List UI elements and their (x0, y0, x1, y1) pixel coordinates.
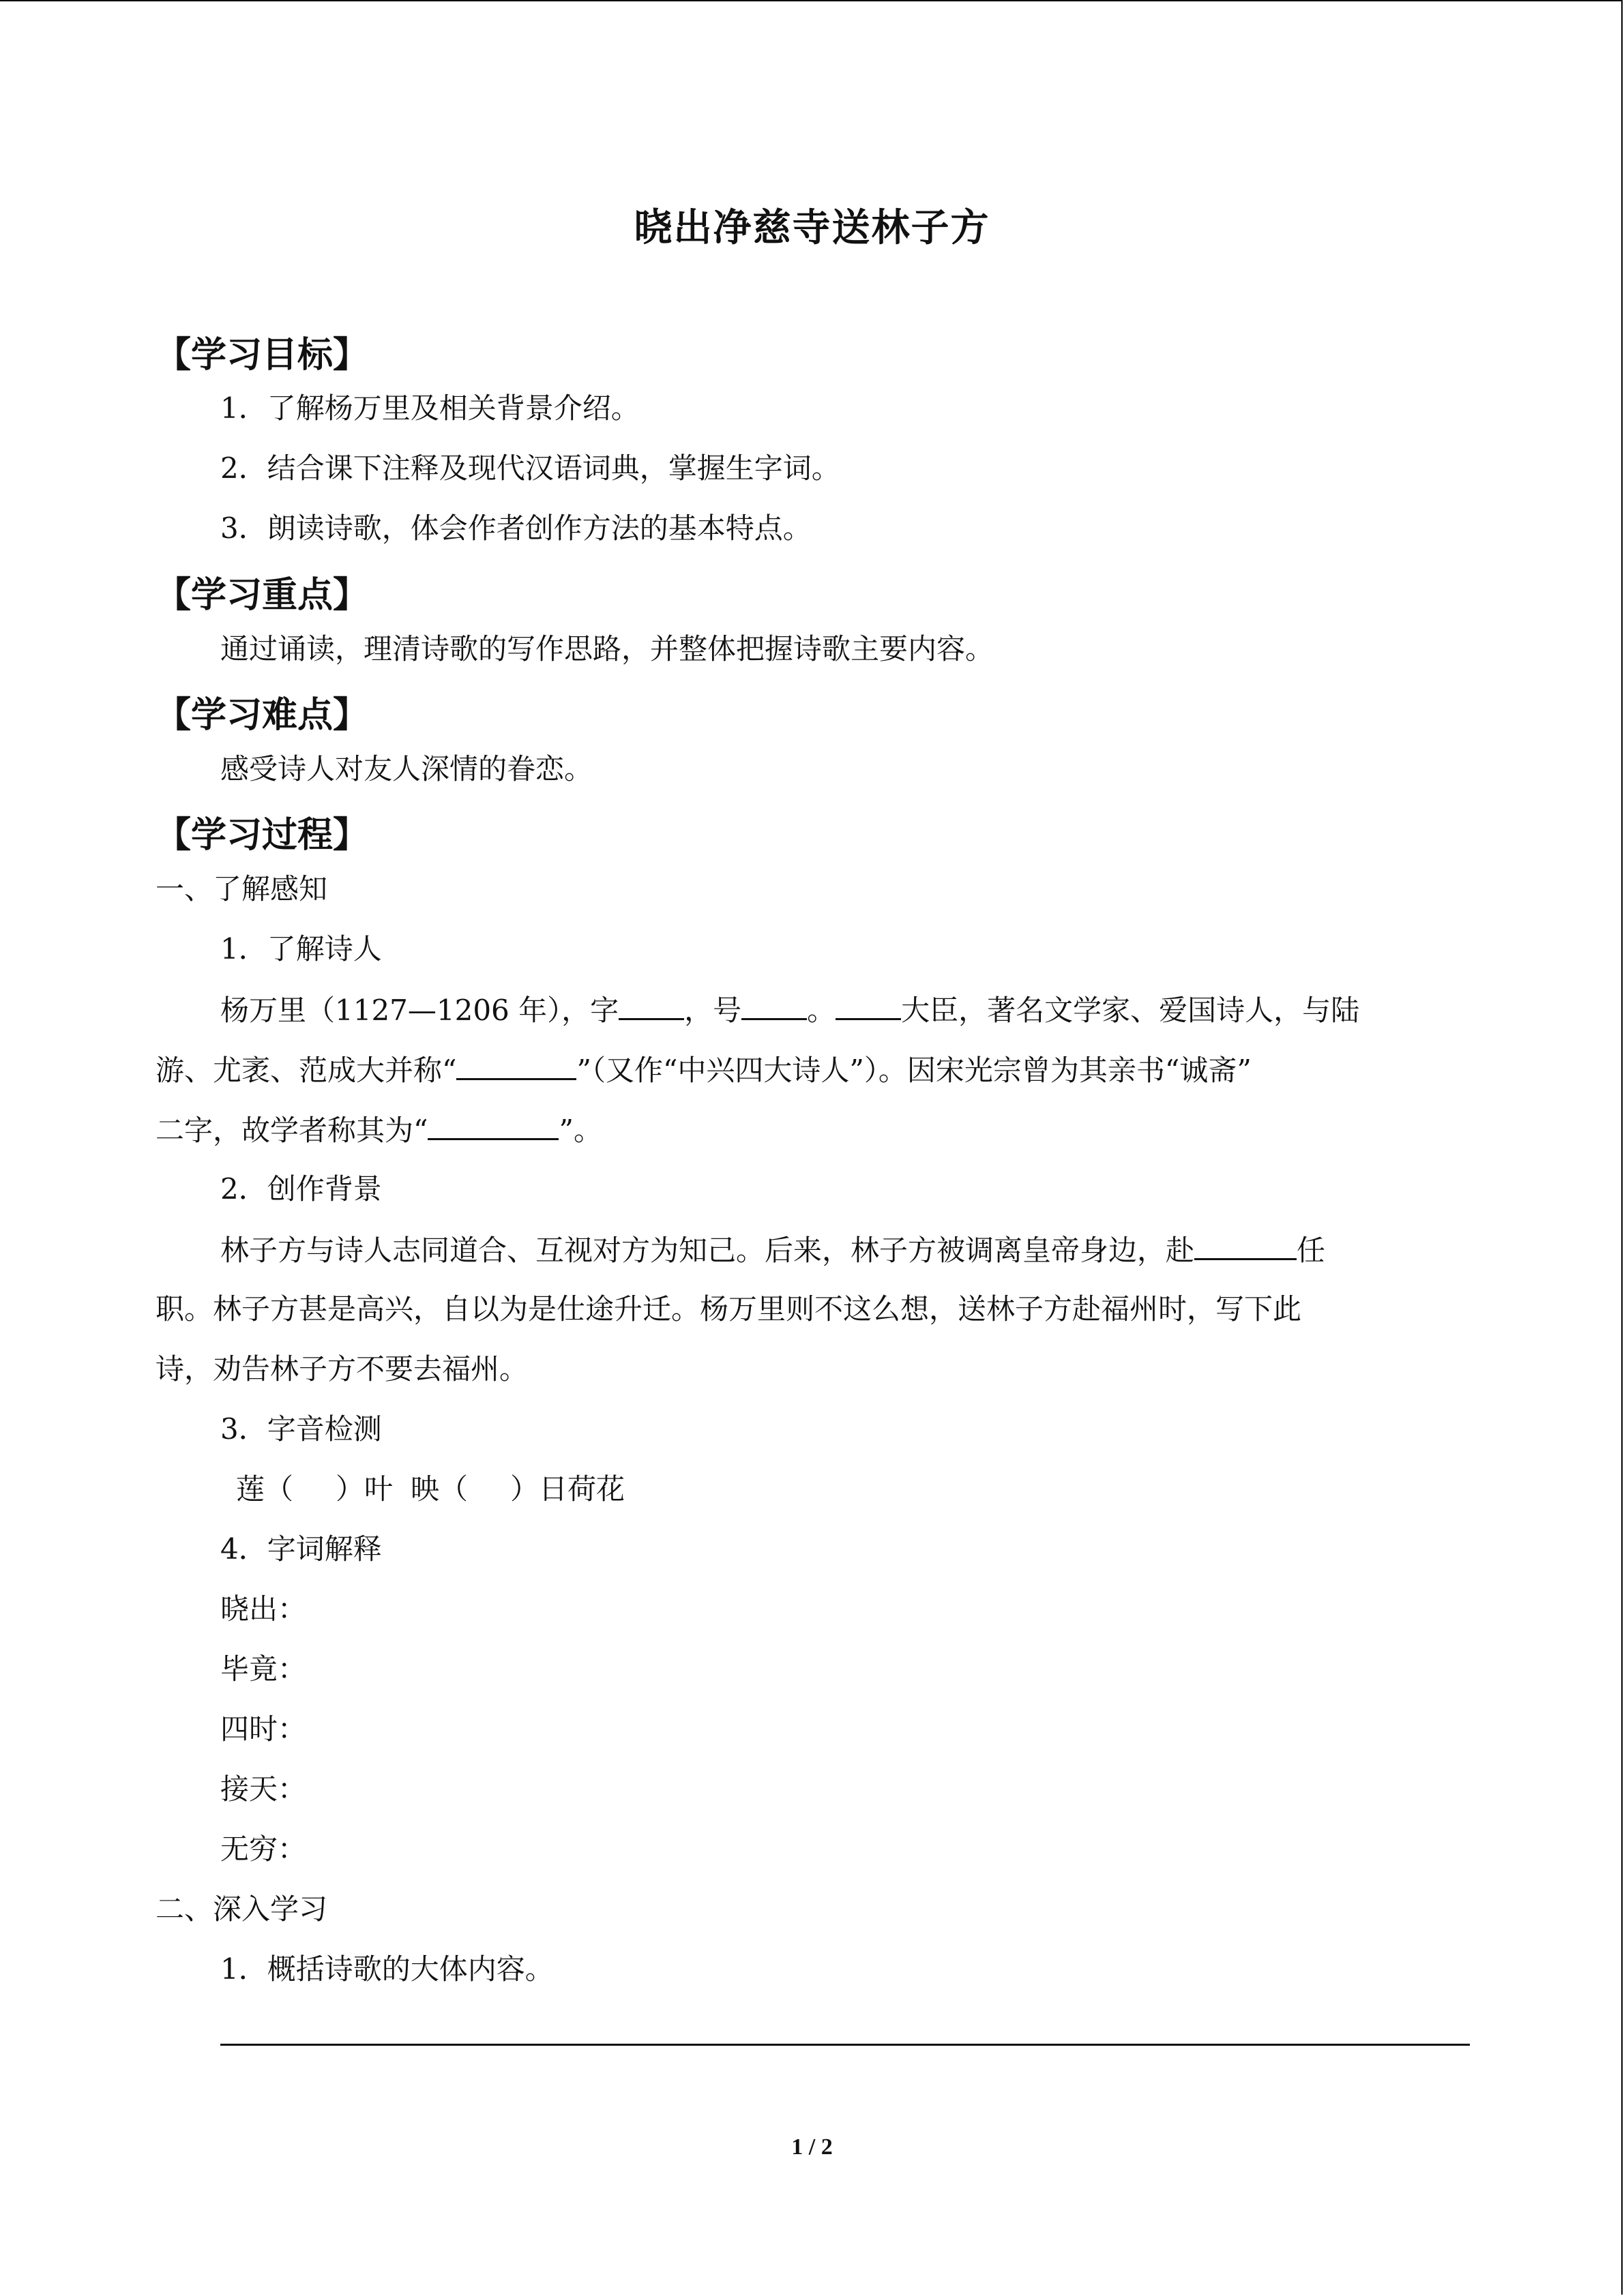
blank-art-name[interactable] (741, 995, 807, 1020)
document-title: 晓出净慈寺送林子方 (634, 206, 990, 250)
key-points-text: 通过诵读，理清诗歌的写作思路，并整体把握诗歌主要内容。 (220, 632, 994, 666)
poet-text-3a: 二字，故学者称其为“ (156, 1114, 428, 1147)
pronunciation-word-1b: ）叶 (336, 1472, 394, 1506)
part2-title: 二、深入学习 (156, 1892, 328, 1926)
background-paragraph-line-1 (220, 1235, 1325, 1265)
background-paragraph-line-2: 职。林子方甚是高兴，自以为是仕途升迁。杨万里则不这么想，送林子方赴福州时，写下此 (156, 1292, 1302, 1326)
answer-line[interactable] (220, 2044, 1470, 2046)
poet-subtitle: 1．了解诗人 (220, 932, 382, 966)
pronunciation-subtitle: 3．字音检测 (220, 1412, 382, 1446)
heading-difficulties: 【学习难点】 (156, 695, 369, 736)
vocab-term-2: 毕竟： (220, 1652, 307, 1686)
difficulties-text: 感受诗人对友人深情的眷恋。 (220, 752, 593, 786)
poet-text-1c: 。 (807, 994, 836, 1027)
heading-learning-goals: 【学习目标】 (156, 335, 369, 376)
pronunciation-word-2a: 映（ (411, 1472, 469, 1506)
blank-group-name[interactable] (456, 1055, 576, 1080)
goal-item-3: 3．朗读诗歌，体会作者创作方法的基本特点。 (220, 511, 812, 545)
part1-title: 一、了解感知 (156, 872, 328, 906)
part2-question-1: 1．概括诗歌的大体内容。 (220, 1952, 554, 1986)
page-number: 1 / 2 (791, 2134, 833, 2160)
vocabulary-subtitle: 4．字词解释 (220, 1532, 382, 1566)
poet-paragraph-line-3 (156, 1115, 602, 1145)
poet-paragraph-line-2 (156, 1055, 1252, 1085)
background-subtitle: 2．创作背景 (220, 1172, 382, 1206)
goal-item-2: 2．结合课下注释及现代汉语词典，掌握生字词。 (220, 451, 840, 485)
poet-text-3b: ”。 (559, 1114, 602, 1147)
heading-learning-process: 【学习过程】 (156, 815, 369, 856)
blank-dynasty[interactable] (836, 995, 901, 1020)
vocab-term-5: 无穷： (220, 1832, 307, 1866)
blank-courtesy-name[interactable] (619, 995, 684, 1020)
pronunciation-items (236, 1472, 625, 1506)
vocab-term-1: 晓出： (220, 1592, 307, 1626)
goal-item-1: 1．了解杨万里及相关背景介绍。 (220, 391, 640, 425)
poet-paragraph-line-1 (220, 995, 1359, 1025)
blank-scholar-title[interactable] (428, 1115, 559, 1140)
pronunciation-word-2b: ）日荷花 (510, 1472, 625, 1506)
poet-text-2b: ”（又作“中兴四大诗人”）。因宋光宗曾为其亲书“诚斋” (576, 1054, 1252, 1087)
poet-text-1b: ，号 (684, 994, 742, 1027)
background-text-1b: 任 (1297, 1234, 1326, 1267)
heading-key-points: 【学习重点】 (156, 575, 369, 616)
blank-destination[interactable] (1194, 1235, 1297, 1260)
vocab-term-4: 接天： (220, 1772, 307, 1806)
poet-text-1d: 大臣，著名文学家、爱国诗人，与陆 (901, 994, 1360, 1027)
vocab-term-3: 四时： (220, 1712, 307, 1746)
poet-text-1a: 杨万里（1127—1206 年），字 (220, 994, 619, 1027)
poet-text-2a: 游、尤袤、范成大并称“ (156, 1054, 457, 1087)
background-paragraph-line-3: 诗，劝告林子方不要去福州。 (156, 1352, 529, 1386)
pronunciation-word-1a: 莲（ (236, 1472, 294, 1506)
background-text-1a: 林子方与诗人志同道合、互视对方为知己。后来，林子方被调离皇帝身边，赴 (220, 1234, 1195, 1267)
